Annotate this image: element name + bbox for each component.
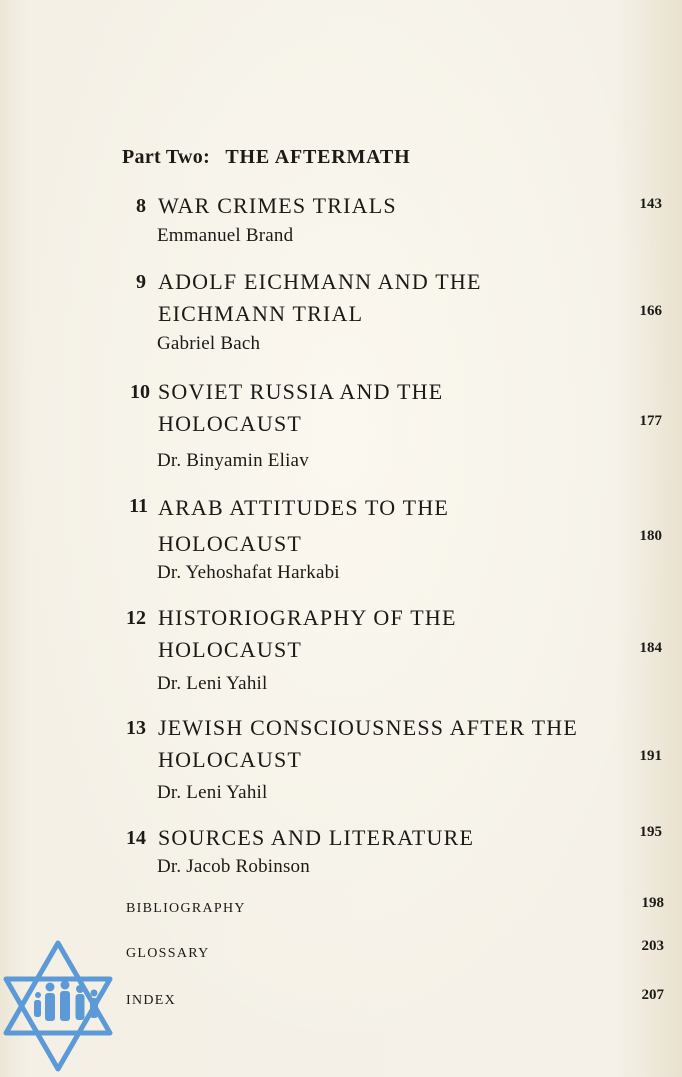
page-number: 177 — [639, 413, 662, 429]
chapter-title: WAR CRIMES TRIALS — [158, 193, 397, 218]
chapter-author: Dr. Binyamin Eliav — [157, 450, 309, 471]
chapter-title: HISTORIOGRAPHY OF THE HOLOCAUST — [158, 605, 457, 662]
chapter-number: 12 — [126, 607, 146, 629]
chapter-number: 8 — [136, 195, 146, 217]
glossary-label: GLOSSARY — [126, 946, 210, 961]
star-of-david-family-icon — [0, 935, 120, 1077]
chapter-author: Emmanuel Brand — [157, 225, 294, 246]
chapter-author: Dr. Jacob Robinson — [157, 856, 310, 877]
chapter-author: Dr. Leni Yahil — [157, 673, 268, 694]
chapter-title: SOURCES AND LITERATURE — [158, 825, 475, 850]
chapter-title: JEWISH CONSCIOUSNESS AFTER THE HOLOCAUST — [158, 715, 579, 772]
page-number: 195 — [639, 824, 662, 840]
part-title: THE AFTERMATH — [225, 146, 411, 168]
chapter-title: ARAB ATTITUDES TO THE HOLOCAUST — [158, 495, 450, 556]
page-number: 166 — [639, 303, 662, 319]
chapter-author: Gabriel Bach — [157, 333, 261, 354]
page-number: 191 — [639, 748, 662, 764]
chapter-number: 11 — [129, 495, 148, 517]
page-number: 184 — [639, 640, 662, 656]
bibliography-page: 198 — [641, 895, 664, 911]
page-number: 143 — [639, 196, 662, 212]
index-label: INDEX — [126, 993, 177, 1008]
chapter-title: ADOLF EICHMANN AND THE EICHMANN TRIAL — [158, 269, 482, 326]
chapter-author: Dr. Yehoshafat Harkabi — [157, 562, 340, 583]
index-page: 207 — [641, 987, 664, 1003]
chapter-number: 10 — [130, 381, 150, 403]
chapter-number: 9 — [136, 271, 146, 293]
chapter-author: Dr. Leni Yahil — [157, 782, 268, 803]
page-number: 180 — [639, 528, 662, 544]
chapter-number: 14 — [126, 827, 146, 849]
part-heading — [122, 146, 410, 169]
bibliography-label: BIBLIOGRAPHY — [126, 901, 246, 916]
glossary-page: 203 — [641, 938, 664, 954]
chapter-number: 13 — [126, 717, 146, 739]
part-label: Part Two: — [122, 146, 211, 168]
chapter-title: SOVIET RUSSIA AND THE HOLOCAUST — [158, 379, 444, 436]
